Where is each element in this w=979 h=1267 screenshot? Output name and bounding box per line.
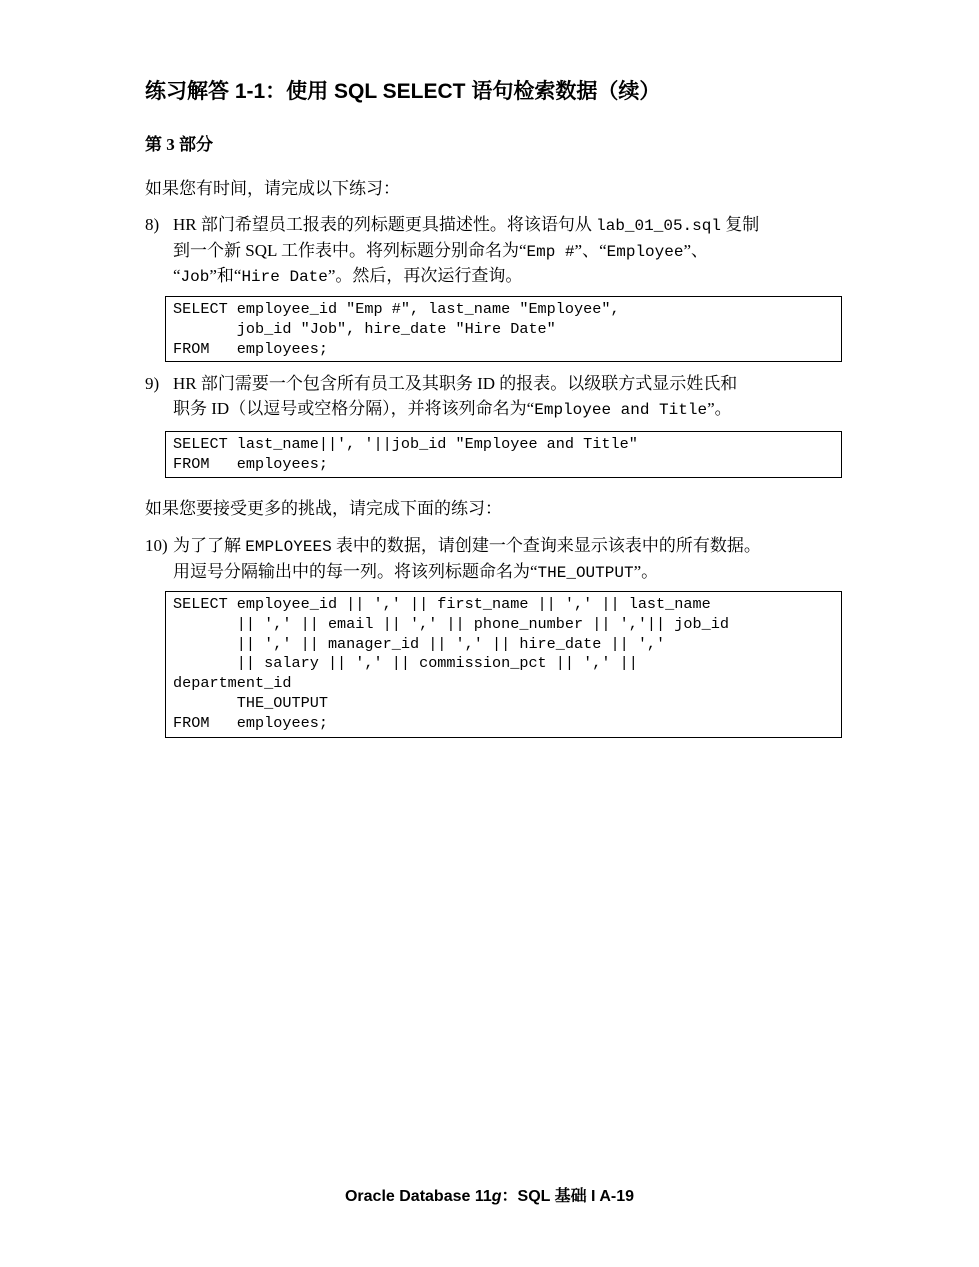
text-segment: HR 部门希望员工报表的列标题更具描述性。将该语句从	[173, 215, 597, 234]
text-segment: 用逗号分隔输出中的每一列。将该列标题命名为“	[173, 561, 538, 581]
text-segment: ”、“	[574, 240, 607, 260]
text-segment: 职务 ID（以逗号或空格分隔），并将该列命名为“	[173, 398, 535, 418]
code-inline: Hire Date	[241, 268, 328, 286]
text-segment: 到一个新 SQL 工作表中。将列标题分别命名为“	[173, 240, 527, 260]
code-inline: Job	[180, 268, 210, 286]
footer-text: ：SQL 基础 I A-19	[501, 1188, 635, 1205]
footer-text: Oracle Database 11	[344, 1188, 492, 1205]
exercise-10-line-2	[173, 560, 845, 586]
challenge-intro-text: 如果您要接受更多的挑战，请完成下面的练习：	[145, 499, 502, 518]
exercise-10-number: 10)	[145, 536, 168, 555]
text-segment: ”。	[633, 561, 659, 581]
text-segment: ”、	[683, 240, 708, 260]
exercise-9	[145, 372, 845, 422]
exercise-9-text	[173, 372, 845, 422]
text-segment: “	[173, 266, 181, 285]
text-segment: ”。	[707, 398, 732, 418]
exercise-8	[145, 213, 845, 290]
code-inline: Employee and Title	[534, 400, 708, 419]
exercise-8-line-1	[173, 213, 845, 239]
exercise-8-line-3	[173, 264, 845, 290]
code-block-exercise-9: SELECT last_name||', '||job_id "Employee and Title" FROM employees;	[165, 431, 842, 478]
text-segment: 复制	[720, 215, 760, 234]
code-block-exercise-8: SELECT employee_id "Emp #", last_name "Employee", job_id "Job", hire_date "Hire Date" FROM employees;	[165, 296, 842, 362]
text-segment: ”。然后，再次运行查询。	[327, 266, 523, 285]
exercise-10	[145, 534, 845, 585]
text-segment: 为了了解	[173, 536, 246, 555]
code-inline: EMPLOYEES	[245, 538, 332, 556]
exercise-8-line-2	[173, 239, 845, 265]
intro-text: 如果您有时间，请完成以下练习：	[145, 179, 400, 198]
text-segment: ”和“	[209, 266, 242, 285]
code-block-exercise-10: SELECT employee_id || ',' || first_name || ',' || last_name || ',' || email || ',' || phone_number || ','|| job_id || ',' || manager_id || ',' || hire_date || ',' || salary || ',' || commission_pct || ',' || department_id THE_OUTPUT FROM employees;	[165, 591, 842, 738]
page-footer	[0, 1186, 979, 1208]
text-segment: 表中的数据，请创建一个查询来显示该表中的所有数据。	[331, 536, 761, 555]
page-title: 练习解答 1-1：使用 SQL SELECT 语句检索数据（续）	[145, 80, 661, 103]
exercise-10-line-1	[173, 534, 845, 560]
exercise-8-number: 8)	[145, 215, 160, 234]
exercise-10-text	[173, 534, 845, 585]
exercise-9-number: 9)	[145, 374, 160, 393]
exercise-8-text	[173, 213, 845, 290]
code-inline: THE_OUTPUT	[537, 563, 634, 582]
code-inline: Employee	[606, 242, 684, 261]
exercise-9-line-1: HR 部门需要一个包含所有员工及其职务 ID 的报表。以级联方式显示姓氏和	[173, 374, 738, 393]
code-inline: Emp #	[526, 242, 575, 261]
footer-text-italic: g	[491, 1188, 502, 1205]
code-inline: lab_01_05.sql	[596, 217, 721, 235]
section-heading: 第 3 部分	[145, 135, 213, 154]
exercise-9-line-2	[173, 397, 845, 423]
